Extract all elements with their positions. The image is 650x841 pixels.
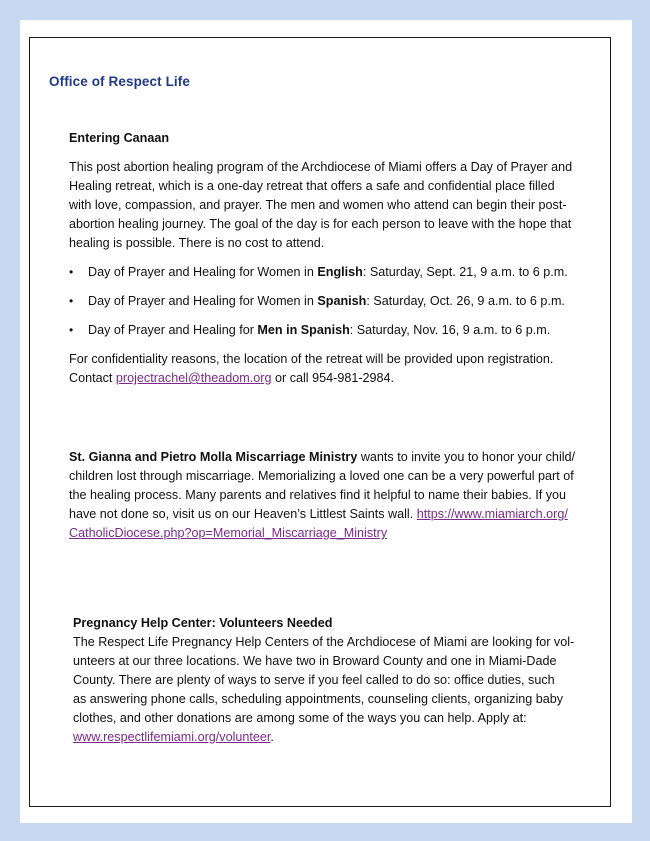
entering-canaan-section [69,129,589,388]
bullet-date: : Saturday, Oct. 26, 9 a.m. to 6 p.m. [366,294,565,308]
bullet-text: Day of Prayer and Healing for Women in [88,294,318,308]
bullet-icon: • [69,294,74,308]
body-line: Healing retreat, which is a one-day retreat that offers a safe and confidential place filled [69,179,555,193]
volunteer-url-link[interactable]: www.respectlifemiami.org/volunteer [73,730,271,744]
bullet-text: Day of Prayer and Healing for [88,323,258,337]
bullet-icon: • [69,265,74,279]
ministry-line: children lost through miscarriage. Memorializing a loved one can be a very powerful part of [69,469,574,483]
volunteers-line: unteers at our three locations. We have two in Broward County and one in Miami-Dade [73,654,557,668]
bullet-emphasis: Spanish [317,294,367,308]
bullet-emphasis: English [317,265,363,279]
bullet-date: : Saturday, Nov. 16, 9 a.m. to 6 p.m. [349,323,551,337]
volunteers-section [73,614,593,747]
contact-line [69,369,589,388]
volunteers-line: clothes, and other donations are among some of the ways you can help. Apply at: [73,711,527,725]
ministry-title: St. Gianna and Pietro Molla Miscarriage Ministry [69,450,358,464]
ministry-line [69,524,589,543]
list-item [69,263,589,282]
volunteer-url-period: . [270,730,274,744]
confidentiality-note [69,350,589,388]
bullet-date: : Saturday, Sept. 21, 9 a.m. to 6 p.m. [362,265,568,279]
ministry-url-link[interactable]: https://www.miamiarch.org/ [416,507,568,521]
ministry-line [69,505,589,524]
confidentiality-line: For confidentiality reasons, the location of the retreat will be provided upon registration. [69,352,554,366]
body-line: healing is possible. There is no cost to attend. [69,236,325,250]
bullet-emphasis: Men in Spanish [257,323,350,337]
retreat-dates-list [69,263,589,340]
contact-email-link[interactable]: projectrachel@theadom.org [115,371,272,385]
contact-label: Contact [69,371,116,385]
ministry-url-link-continued[interactable]: CatholicDiocese.php?op=Memorial_Miscarriage_Ministry [69,526,388,540]
contact-phone: or call 954-981-2984. [271,371,395,385]
entering-canaan-heading: Entering Canaan [69,131,170,145]
miscarriage-ministry-section [69,448,589,543]
volunteers-line: as answering phone calls, scheduling appointments, counseling clients, organizing baby [73,692,564,706]
volunteers-line: The Respect Life Pregnancy Help Centers of the Archdiocese of Miami are looking for vol- [73,635,575,649]
volunteers-line: County. There are plenty of ways to serve if you feel called to do so: office duties, such [73,673,555,687]
entering-canaan-body [69,158,589,253]
body-line: abortion healing journey. The goal of the day is for each person to leave with the hope that [69,217,572,231]
ministry-text: wants to invite you to honor your child/ [357,450,576,464]
body-line: with love, compassion, and prayer. The men and women who attend can begin their post- [69,198,567,212]
list-item [69,321,589,340]
office-title: Office of Respect Life [49,74,190,89]
bullet-icon: • [69,323,74,337]
ministry-line: the healing process. Many parents and relatives find it helpful to name their babies. If you [69,488,567,502]
bullet-text: Day of Prayer and Healing for Women in [88,265,318,279]
body-line: This post abortion healing program of the Archdiocese of Miami offers a Day of Prayer and [69,160,573,174]
volunteers-line [73,728,593,747]
volunteers-heading: Pregnancy Help Center: Volunteers Needed [73,616,333,630]
ministry-text: have not done so, visit us on our Heaven’s Littlest Saints wall. [69,507,417,521]
list-item [69,292,589,311]
ministry-line [69,448,589,467]
